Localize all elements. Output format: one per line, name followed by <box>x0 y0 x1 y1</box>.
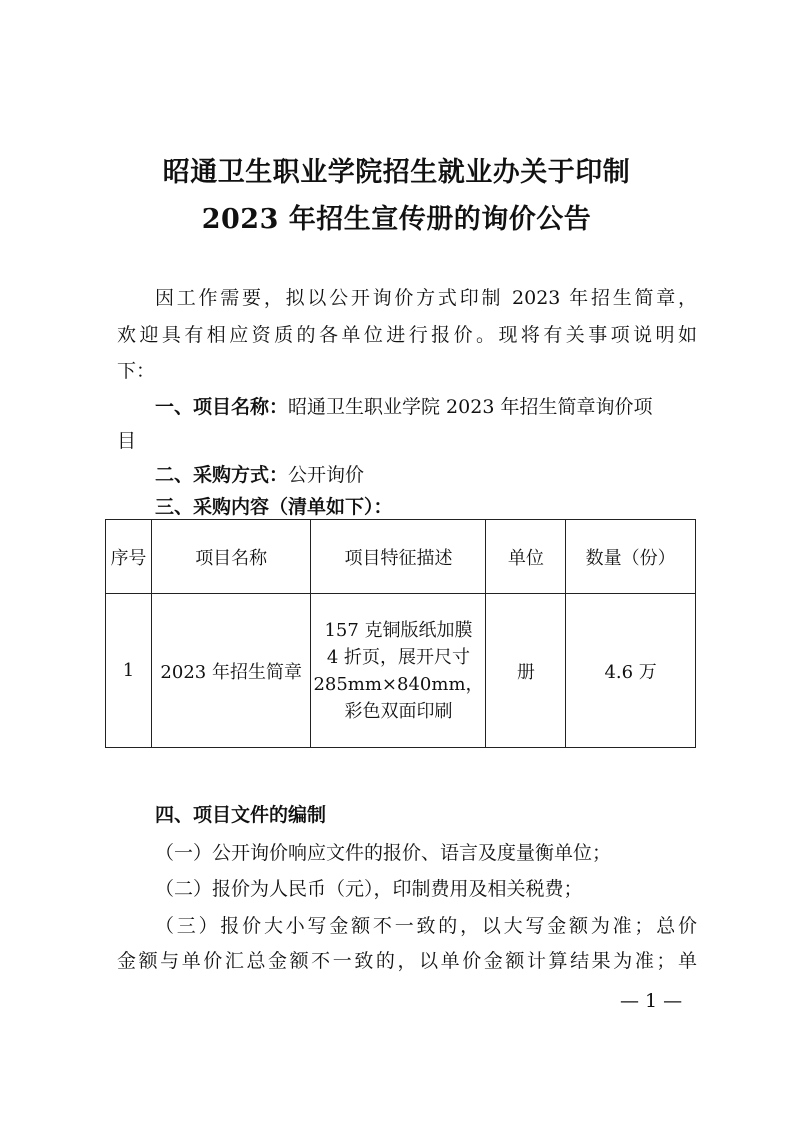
table-header-row <box>106 520 696 594</box>
table-header-cell: 项目名称 <box>151 520 311 594</box>
procurement-table <box>105 519 696 748</box>
table-row <box>106 594 696 748</box>
table-header-cell: 单位 <box>486 520 566 594</box>
document-title-line-1: 昭通卫生职业学院招生就业办关于印制 <box>162 157 631 188</box>
section-4 <box>155 802 697 828</box>
section-4-item-3-cont: 金额与单价汇总金额不一致的，以单价金额计算结果为准；单 <box>117 950 697 972</box>
section-2 <box>155 462 697 488</box>
section-1-heading: 一、项目名称： <box>155 396 289 418</box>
intro-line-2: 欢迎具有相应资质的各单位进行报价。现将有关事项说明如 <box>117 324 697 346</box>
item-description <box>311 594 486 748</box>
section-3-heading: 三、采购内容（清单如下）： <box>155 496 393 518</box>
section-4-heading: 四、项目文件的编制 <box>155 804 327 826</box>
item-name: 2023 年招生简章 <box>151 594 311 748</box>
intro-line-3: 下： <box>117 360 156 382</box>
section-1-text-cont: 目 <box>117 430 137 452</box>
section-4-item-3: （三）报价大小写金额不一致的，以大写金额为准；总价 <box>155 915 697 937</box>
section-2-text: 公开询价 <box>288 464 365 486</box>
section-1-text: 昭通卫生职业学院 2023 年招生简章询价项 <box>288 396 653 418</box>
table-header-cell: 数量（份） <box>566 520 696 594</box>
description-line: 285mm×840mm， <box>313 673 484 695</box>
section-4-item-1: （一）公开询价响应文件的报价、语言及度量衡单位； <box>155 842 612 864</box>
description-line: 4 折页，展开尺寸 <box>326 646 471 668</box>
description-line: 彩色双面印刷 <box>344 700 453 722</box>
description-line: 157 克铜版纸加膜 <box>324 619 473 641</box>
table-header-cell: 序号 <box>106 520 152 594</box>
row-number: 1 <box>106 594 152 748</box>
item-unit: 册 <box>486 594 566 748</box>
intro-line-1: 因工作需要，拟以公开询价方式印制 2023 年招生简章， <box>155 287 697 309</box>
table-header-cell: 项目特征描述 <box>311 520 486 594</box>
page-number: — 1 — <box>620 990 683 1012</box>
section-3 <box>155 494 697 520</box>
section-1 <box>155 394 697 420</box>
item-quantity: 4.6 万 <box>566 594 696 748</box>
section-2-heading: 二、采购方式： <box>155 464 289 486</box>
section-4-item-2: （二）报价为人民币（元），印制费用及相关税费； <box>155 878 583 900</box>
document-title-line-2: 2023 年招生宣传册的询价公告 <box>201 204 592 235</box>
